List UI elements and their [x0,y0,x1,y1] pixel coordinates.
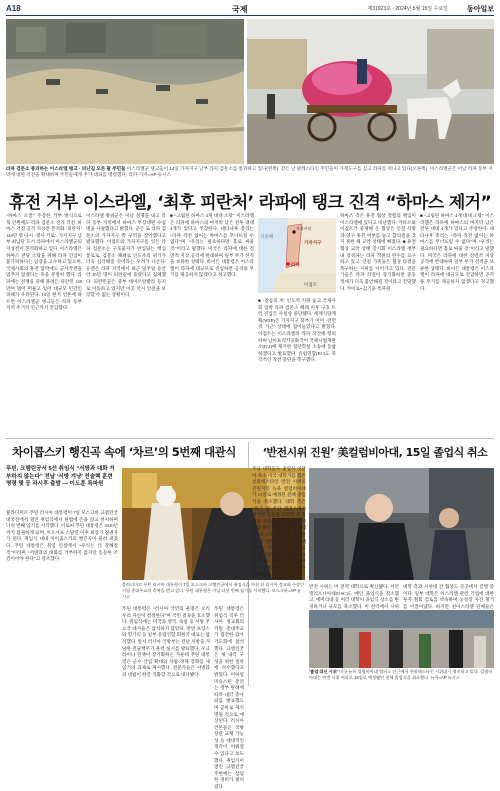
photo-columbia-protest [309,468,494,580]
columbia-headline: ‘반전시위 진원’ 美컬럼비아대, 15일 졸업식 취소 [262,446,488,459]
map-label-sea: 지중해 [260,234,274,239]
article-column-6: ■ “고립된 하마스 4개 대대 소탕” 이스라엘은 라파에 하마스의 마지막 남은 전투 대대 4개가 있다고 주장한다. 네타냐후 총리는 “라파 작전 없이는 하마스를 무너뜨릴 수 없다”며 “우리는 필요하다면 홀로 싸울 것”이라고 말했다. 미국은 라파에 대한 전면적 지상 공격에 반대하며 일부 무기 선적을 보류한 상태다. 바이든 대통령은 이스라엘이 라파에 대규모로 진입하면 공격용 무기를 제공하지 않겠다고 경고했다. [420,213,494,291]
article-column-1: “하마스 소굴” 주장한 거부 방식으로 북 인원에도 라파 검문소 진격 작전, 하마스 거점 공격 지상전 본격화 ‘피란처’ 140만 명 다시 ‘생사 기로’. 가자지구 남부 최남단 도시 라파에서 이스라엘군의 지상전이 본격화하고 있다. 이스라엘은 하마스 잔당 소탕을 위해 라파 진입이 불가피하다는 입장을 고수하고 있으며, 국제사회의 휴전 압박에도 군사작전을 멈추지 않겠다는 뜻을 분명히 했다. 라파에는 전쟁을 피해 몰려든 피란민 140만여 명이 머물고 있어 대규모 민간인 피해가 우려된다. 14일 현지 언론에 따르면 이스라엘군 탱크들은 라파 동부 지역 주거지 인근까지 진입했다. [6,213,82,311]
map-label-region: 가자지구 [304,240,322,245]
putin-column-2: 푸틴 대통령은 “러시아 국민의 운명은 오직 우리 자신이 결정한다”며 국민 결속을 호소했다. 취임식에는 미국과 영국, 독일 등 서방 주요국 대사들은 참석하지 않았다. 반면 프랑스와 헝가리 등 일부 유럽연합 회원국 대표는 참석했다. 앞서 러시아 국방부는 전날 서방을 겨냥한 전술핵무기 훈련 실시를 발표했다. 우크라이나 전쟁이 장기화하는 가운데 푸틴 대통령은 군수 산업 확대와 자립 경제 강화를 새 임기의 과제로 제시했다. 전문가들은 서방과의 대립이 한층 격화할 것으로 내다봤다. [122,606,210,677]
photo-rafah-evacuation-image [247,19,494,164]
photo-rafah-evacuation [247,19,494,164]
map-label-egypt: 이집트 [304,282,318,287]
section-divider [6,438,494,439]
putin-column-3: 푸틴 대통령은 취임식 직후 러시아 정교회의 키릴 총대주교가 집전한 감사 기도회에 참석했다. 크렘린궁은 새 내각 구성을 위한 절차에 착수했다고 밝혔다. 미하일 미슈스틴 총리는 정부 관례에 따라 내각 총사퇴를 발표했으며 곧바로 재지명될 것으로 예상된다. 러시아 언론들은 국방장관 교체 가능성 등 대대적인 개각이 이뤄질 수 있다고 보도했다. 취임식이 열린 크렘린궁 주변에는 삼엄한 경비가 펼쳐졌다. [214,606,244,790]
columbia-column-3: 대학 측과 시위대 간 협상도 곳곳에서 진행 중이다. 일부 대학은 이스라엘 관련 기업에 대한 투자 철회 검토를 약속하며 농성장 자진 철거를 이끌어냈다. 하지만 친이스라엘 단체들은 [403,584,494,609]
putin-photo-caption: 블라디미르 푸틴 러시아 대통령이 7일 모스크바 크렘린궁에서 취임식을 마친 뒤 러시아 정교회 수장인 키릴 총대주교의 축복을 받고 있다. 푸틴 대통령은 이날 다섯 번째 임기를 시작했다. 모스크바=AP 뉴시스 [122,582,305,599]
photo-columbia-protest-image [309,468,494,580]
map-label-gaza-city: 가자시티 [296,226,312,231]
main-headline: 휴전 거부 이스라엘, ‘최후 피란처’ 라파에 탱크 진격 “하마스 제거” [8,193,492,213]
columbia-photo-caption-title: ‘졸업 대신 시위’ [309,669,338,674]
columbia-column-2: 반전 시위는 미 전역 대학으로 확산됐다. 서던캘리포니아대(USC)도 메인 졸업식을 취소했고, 에머리대 등 여러 대학이 졸업식 장소를 변경하거나 규모를 축소했다. 미 전역에서 시위 [309,584,399,609]
putin-headline: 차이콥스키 행진곡 속에 ‘차르’의 5번째 대관식 [12,445,236,459]
columbia-photo-caption-body: 미국 뉴욕 컬럼비아대 캠퍼스 인근에서 친팔레스타인 시위대가 행진하고 있다. 컬럼비아대는 반전 시위 여파로 15일로 예정됐던 전체 졸업식을 취소했다. 뉴욕=AP 뉴시스 [309,669,493,680]
map-label-rafah: 라파 [291,262,300,267]
photo-columbia-march [309,610,494,668]
top-photo-caption [6,166,494,179]
gaza-map-graphic [258,218,336,293]
gaza-map [258,218,336,293]
top-photo-caption-title: 라파 검문소 통과하는 이스라엘 탱크 · 피난길 오른 팔 주민들 [6,166,126,171]
top-photo-caption-body: 이스라엘군 탱크들이 14일 가자지구 남부 라파 검문소를 통과하고 있다(왼쪽). 같은 날 팔레스타인 주민들이 가재도구를 싣고 라파를 떠나고 있다(오른쪽). 이스라엘군은 이날 라파 동부 지역에 대한 작전을 확대하며 주민들에게 추가 대피를 명령했다. 라파·가자=AP 뉴시스 [6,166,493,178]
rafah-marker [286,262,290,266]
section-name: 국제 [232,5,248,14]
columbia-photo-caption [309,669,494,681]
photo-columbia-march-image [309,610,494,668]
photo-rafah-tanks-image [6,19,244,164]
columbia-column-1: 주요 대학들도 졸업식 잇달아 축소 미국 대학가를 휩쓴 친팔레스타인 반전 시위의 진원지인 뉴욕 컬럼비아대가 15일로 예정된 전체 졸업식을 취소했다. 대학 측은 “최근 몇 주간 캠퍼스에서 벌어진 일들을 고려할 때 학생과 가족들이 안전하게 행사를 즐길 수 있도록 단과대별 소규모 행사로 대체한다”고 밝혔다. 컬럼비아대에서는 지난달 학생들이 교내 잔디밭에 천막 농성장을 설치하고 건물을 점거했다가 경찰에 체포되는 사태가 벌어졌다. [252,466,306,577]
putin-column-1: 블라디미르 푸틴 러시아 대통령이 7일 모스크바 크렘린궁 대궁전에서 열린 취임식에서 헌법에 손을 얹고 선서하며 다섯 번째 임기를 시작했다. 이로써 푸틴 대통령은 2030년까지 집권하게 되며, 이오시프 스탈린 이후 최장기 집권자가 된다. 취임식 내내 차이콥스키의 행진곡이 울려 퍼졌다. 푸틴 대통령은 취임 연설에서 “우리는 더 강해질 것”이라며 “서방과의 대화를 거부하지 않지만 동등한 조건이어야 한다”고 강조했다. [6,510,118,562]
newspaper-brand: 동아일보 [466,5,494,13]
putin-dek: 푸틴, 크렘린궁서 5선 취임식 “서방과 대화 거부하지 않는다” 전날 ‘서방 겨냥’ 전술핵 훈련 명령 몇 등 과시후 출발 — 이도훈 특파원 [6,466,115,488]
article-column-4: ■ ‘갈등의 씨’ 인도적 지원 놓고 국제사회 압박 라파 검문소 폐쇄 이후 구호 트럭 진입은 사실상 중단됐다. 세계식량계획(WFP)은 가자지구 북부가 이미 ‘전면적 기근’ 상태에 접어들었다고 밝혔다. 이집트는 이스라엘의 라파 작전에 항의하며 남아프리카공화국이 국제사법재판소(ICJ)에 제기한 집단학살 소송에 동참하겠다고 발표했다. 유럽연합(EU)도 즉각적인 작전 중단을 촉구했다. [258,298,336,363]
photo-rafah-tanks [6,19,244,164]
article-column-5: 하마스 측은 휴전 협상 결렬의 책임이 이스라엘에 있다고 비난했다. 카타르와 이집트가 중재해 온 협상은 인질 석방과 영구 휴전 여부를 놓고 합의점을 찾지 못한 채 교착 상태에 빠졌다. ■ 휴전 협상 교착 상태 장기화 이스라엘 정부 내 강경파는 라파 작전의 완수를 요구하고 있고, 인질 가족들은 협상 타결을 촉구하는 시위를 이어가고 있다. 전문가들은 라파 작전이 장기화하면 중동 정세가 더욱 불안해질 것이라고 전망했다. 카이로=김기윤 특파원 [340,213,416,291]
issue-meta: 제31923호 · 2024년 5월 15일 수요일 [367,6,448,12]
page-header [6,4,494,16]
article-column-3: ■ “고립된 하마스 4개 대대 소탕” 이스라엘은 라파에 하마스의 마지막 남은 전투 대대 4개가 있다고 주장한다. 네타냐후 총리는 “라파 작전 없이는 하마스를 무너뜨릴 수 없다”며 “우리는 필요하다면 홀로 싸울 것”이라고 말했다. 미국은 라파에 대한 전면적 지상 공격에 반대하며 일부 무기 선적을 보류한 상태다. 바이든 대통령은 이스라엘이 라파에 대규모로 진입하면 공격용 무기를 제공하지 않겠다고 경고했다. [170,213,254,278]
article-column-2: 이스라엘 방위군은 이날 성명을 내고 라파 동부 지역에서 하마스 무장대원 수십 명을 사살했다고 밝혔다. 군은 또 라파 검문소의 가자지구 쪽 구역을 장악했다고 발표했다. 이집트와 가자지구를 잇는 라파 검문소는 구호물자가 반입되는 핵심 통로로, 검문소 폐쇄로 인도주의 위기가 더욱 심각해질 것이라는 우려가 나온다. 유엔은 라파 지역에서 최근 일주일 동안 약 45만 명이 피란길에 올랐다고 집계했다. 피란민들은 중부 데이르알발라 등지로 이동하고 있지만 이곳 역시 안전을 보장할 수 없는 상황이다. [86,213,166,298]
page-number: A18 [6,4,21,13]
